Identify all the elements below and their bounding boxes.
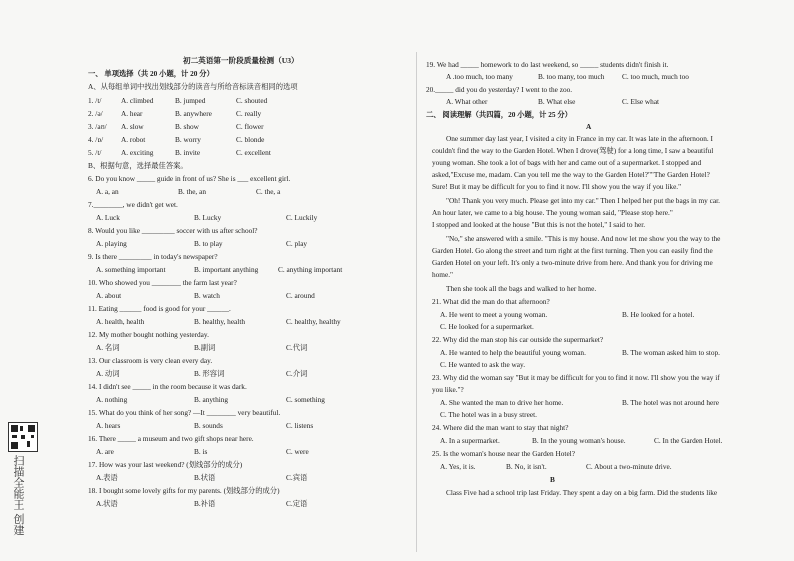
q18-stem: 18. I bought some lovely gifts for my parents. (划线部分的成分) — [88, 486, 280, 495]
q8-stem: 8. Would you like _________ soccer with us after school? — [88, 226, 258, 235]
q10-option-a: A. about — [96, 291, 122, 300]
q19-option-c: C. too much, much too — [622, 72, 689, 81]
q19-option-a: A .too much, too many — [446, 72, 513, 81]
q13-stem: 13. Our classroom is very clean every day. — [88, 356, 213, 365]
q15-option-a: A. hears — [96, 421, 121, 430]
q10-option-c: C. around — [286, 291, 315, 300]
q2-option-b: B. anywhere — [175, 109, 212, 118]
q8-option-a: A. playing — [96, 239, 127, 248]
q6-option-b: B. the, an — [178, 187, 206, 196]
q7-option-b: B. Lucky — [194, 213, 222, 222]
q24-stem: 24. Where did the man want to stay that night? — [432, 423, 569, 432]
q12-option-c: C.代词 — [286, 343, 308, 352]
scanner-watermark-text: 扫描全能王 创建 — [12, 455, 25, 536]
q11-stem: 11. Eating ______ food is good for your ______. — [88, 304, 231, 313]
section-2-heading: 二、 阅读理解（共四篇，20 小题，计 25 分） — [426, 110, 572, 119]
q7-option-c: C. Luckily — [286, 213, 318, 222]
passage-a-label: A — [586, 122, 592, 131]
q4-option-c: C. blonde — [236, 135, 265, 144]
q25-option-a: A. Yes, it is. — [440, 462, 476, 471]
q9-option-c: C. anything important — [278, 265, 343, 274]
q8-option-c: C. play — [286, 239, 308, 248]
q21-option-a: A. He went to meet a young woman. — [440, 310, 548, 319]
q18-option-a: A.状语 — [96, 499, 118, 508]
q6-option-c: C. the, a — [256, 187, 281, 196]
q20-option-b: B. What else — [538, 97, 576, 106]
q2-option-a: A. hear — [121, 109, 143, 118]
q23-option-a: A. She wanted the man to drive her home. — [440, 398, 564, 407]
q14-option-b: B. anything — [194, 395, 229, 404]
qr-code-icon — [8, 422, 38, 452]
q22-option-c: C. He wanted to ask the way. — [440, 360, 526, 369]
q3-option-c: C. flower — [236, 122, 264, 131]
q3-label: 3. /aʊ/ — [88, 122, 107, 131]
q21-option-c: C. He looked for a supermarket. — [440, 322, 534, 331]
q18-option-c: C.定语 — [286, 499, 308, 508]
passage-a-line: Garden Hotel. Go along the street and turn right at the first turning. Then you can easily find the — [432, 246, 713, 255]
q7-stem: 7.________, we didn't get wet. — [88, 200, 178, 209]
q20-stem: 20._____ did you do yesterday? I went to the zoo. — [426, 85, 573, 94]
q23-option-b: B. The hotel was not around here — [622, 398, 719, 407]
q23-option-c: C. The hotel was in a busy street. — [440, 410, 537, 419]
q12-option-b: B.副词 — [194, 343, 216, 352]
q5-option-c: C. excellent — [236, 148, 271, 157]
q2-label: 2. /ə/ — [88, 109, 103, 118]
passage-a-line: An hour later, we came to a big house. The young woman said, "Please stop here." — [432, 208, 673, 217]
exam-title: 初二英语第一阶段质量检测（U3） — [183, 56, 299, 65]
passage-a-line: "Oh! Thank you very much. Please get into my car." Then I helped her put the bags in my car. — [446, 196, 720, 205]
q10-option-b: B. watch — [194, 291, 220, 300]
q8-option-b: B. to play — [194, 239, 223, 248]
section-a-heading: A、从每组单词中找出划线部分的读音与所给音标读音相同的选项 — [88, 82, 298, 91]
q16-option-a: A. are — [96, 447, 114, 456]
passage-a-line: home." — [432, 270, 454, 279]
q23-stem-cont: you like."? — [432, 385, 464, 394]
q13-option-b: B. 形容词 — [194, 369, 225, 378]
q4-label: 4. /ɒ/ — [88, 135, 104, 144]
q22-stem: 22. Why did the man stop his car outside the supermarket? — [432, 335, 604, 344]
passage-a-line: "No," she answered with a smile. "This is my house. And now let me show you the way to the — [446, 234, 721, 243]
q22-option-a: A. He wanted to help the beautiful young woman. — [440, 348, 586, 357]
q5-option-b: B. invite — [175, 148, 201, 157]
passage-a-line: Sure! But it may be difficult for you to find it now. I'll show you the way if you like." — [432, 182, 682, 191]
passage-a-line: couldn't find the way to the Garden Hotel. When I drove(驾驶) for a long time, I saw a beautiful — [432, 146, 714, 155]
q2-option-c: C. really — [236, 109, 262, 118]
q17-option-b: B.状语 — [194, 473, 216, 482]
section-1-heading: 一、 单项选择（共 20 小题，计 20 分） — [88, 69, 214, 78]
q11-option-b: B. healthy, health — [194, 317, 245, 326]
q21-option-b: B. He looked for a hotel. — [622, 310, 695, 319]
q1-option-c: C. shouted — [236, 96, 268, 105]
q5-label: 5. /t/ — [88, 148, 102, 157]
q17-option-a: A.表语 — [96, 473, 118, 482]
q17-stem: 17. How was your last weekend? (划线部分的成分) — [88, 460, 243, 469]
q14-stem: 14. I didn't see _____ in the room because it was dark. — [88, 382, 247, 391]
q16-option-c: C. were — [286, 447, 309, 456]
q4-option-b: B. worry — [175, 135, 201, 144]
q21-stem: 21. What did the man do that afternoon? — [432, 297, 550, 306]
q24-option-b: B. In the young woman's house. — [532, 436, 626, 445]
q25-option-b: B. No, it isn't. — [506, 462, 547, 471]
q19-option-b: B. too many, too much — [538, 72, 605, 81]
q17-option-c: C.宾语 — [286, 473, 308, 482]
q9-option-b: B. important anything — [194, 265, 259, 274]
q1-label: 1. /t/ — [88, 96, 102, 105]
passage-b-line: Class Five had a school trip last Friday. They spent a day on a big farm. Did the students like — [446, 488, 718, 497]
q1-option-a: A. climbed — [121, 96, 154, 105]
passage-a-line: Then she took all the bags and walked to her home. — [446, 284, 597, 293]
q24-option-c: C. In the Garden Hotel. — [654, 436, 723, 445]
q25-stem: 25. Is the woman's house near the Garden Hotel? — [432, 449, 575, 458]
q12-option-a: A. 名词 — [96, 343, 120, 352]
q5-option-a: A. exciting — [121, 148, 154, 157]
q22-option-b: B. The woman asked him to stop. — [622, 348, 720, 357]
q4-option-a: A. robot — [121, 135, 146, 144]
column-divider — [416, 52, 417, 552]
q15-stem: 15. What do you think of her song? —It ________ very beautiful. — [88, 408, 281, 417]
q19-stem: 19. We had _____ homework to do last weekend, so _____ students didn't finish it. — [426, 60, 669, 69]
q7-option-a: A. Luck — [96, 213, 120, 222]
q16-stem: 16. There _____ a museum and two gift shops near here. — [88, 434, 254, 443]
q12-stem: 12. My mother bought nothing yesterday. — [88, 330, 209, 339]
q6-stem: 6. Do you know _____ guide in front of us? She is ___ excellent girl. — [88, 174, 291, 183]
passage-a-line: asked,"Excuse me, madam. Can you tell me the way to the Garden Hotel?""The Garden Hotel? — [432, 170, 710, 179]
q9-option-a: A. something important — [96, 265, 166, 274]
q13-option-a: A. 动词 — [96, 369, 120, 378]
q15-option-b: B. sounds — [194, 421, 223, 430]
q10-stem: 10. Who showed you ________ the farm last year? — [88, 278, 237, 287]
q16-option-b: B. is — [194, 447, 208, 456]
passage-a-line: I stopped and looked at the house "But this is not the hotel," I said to her. — [432, 220, 646, 229]
q3-option-a: A. slow — [121, 122, 144, 131]
section-b-heading: B、根据句意，选择最佳答案。 — [88, 161, 188, 170]
passage-a-line: young woman. She took a lot of bags with her and came out of a supermarket. I stopped and — [432, 158, 702, 167]
q13-option-c: C.介词 — [286, 369, 308, 378]
passage-a-line: Garden Hotel on your left. It's only a two-minute drive from here. And thank you for driving me — [432, 258, 713, 267]
q14-option-c: C. something — [286, 395, 325, 404]
q3-option-b: B. show — [175, 122, 199, 131]
q18-option-b: B.补语 — [194, 499, 216, 508]
q25-option-c: C. About a two-minute drive. — [586, 462, 672, 471]
q15-option-c: C. listens — [286, 421, 314, 430]
q9-stem: 9. Is there _________ in today's newspaper? — [88, 252, 218, 261]
q24-option-a: A. In a supermarket. — [440, 436, 500, 445]
q23-stem: 23. Why did the woman say "But it may be difficult for you to find it now. I'll show you the way if — [432, 373, 720, 382]
q20-option-c: C. Else what — [622, 97, 660, 106]
q11-option-a: A. health, health — [96, 317, 145, 326]
passage-a-line: One summer day last year, I visited a city in France in my car. It was late in the afternoon. I — [446, 134, 713, 143]
passage-b-label: B — [550, 475, 555, 484]
q14-option-a: A. nothing — [96, 395, 128, 404]
q1-option-b: B. jumped — [175, 96, 206, 105]
q11-option-c: C. healthy, healthy — [286, 317, 341, 326]
q20-option-a: A. What other — [446, 97, 488, 106]
q6-option-a: A. a, an — [96, 187, 119, 196]
